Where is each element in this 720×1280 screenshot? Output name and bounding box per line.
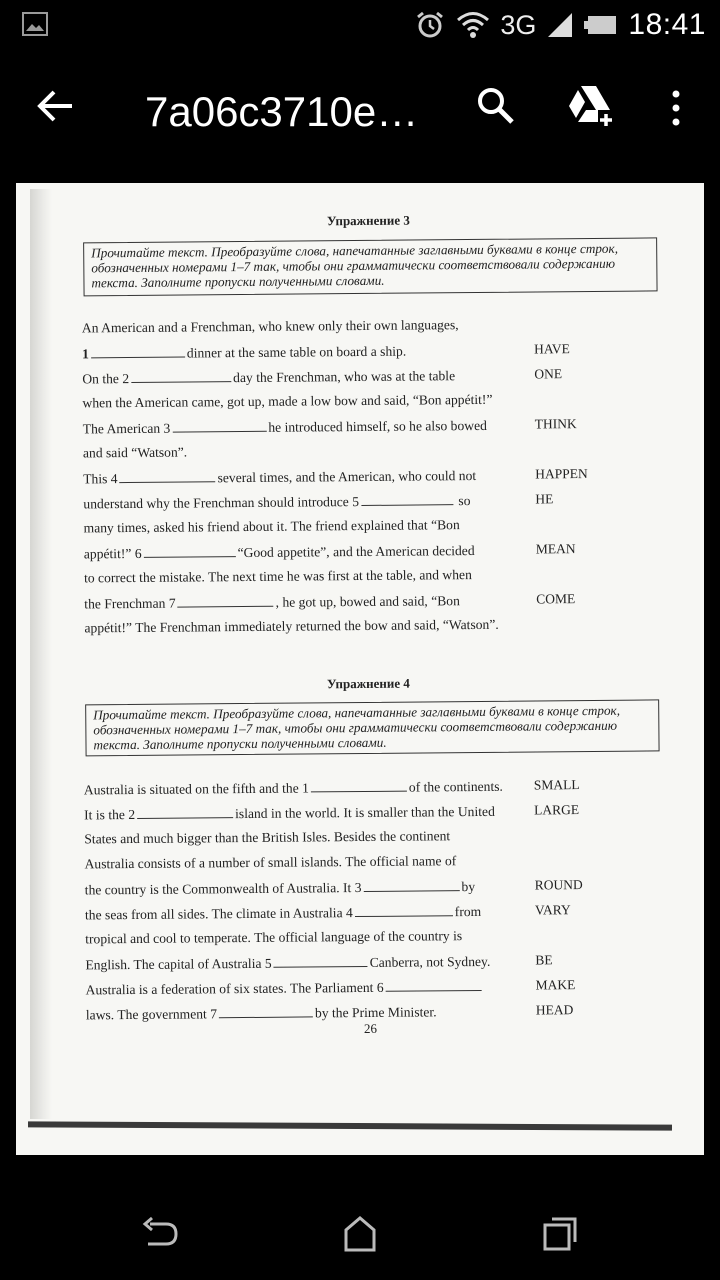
text-fragment: he introduced himself, so he also bowed — [268, 417, 487, 435]
answer-blank — [131, 369, 231, 383]
alarm-icon — [414, 9, 446, 41]
text-line: and said “Watson”. — [82, 444, 188, 461]
text-fragment: understand why the Frenchman should introduce 5 — [83, 494, 360, 512]
ex3-instruction-line: Прочитайте текст. Преобразуйте слова, напечатанные заглавными буквами в конце строк, — [91, 240, 619, 261]
ex4-title: Упражнение 4 — [326, 675, 410, 692]
text-line: appétit!” The Frenchman immediately returned the bow and said, “Watson”. — [84, 616, 499, 636]
text-line — [86, 1003, 437, 1023]
ex3-instruction-line: текста. Заполните пропуски полученными словами. — [91, 272, 385, 291]
text-fragment: The American 3 — [82, 420, 171, 437]
text-line: to correct the mistake. The next time he was first at the table, and when — [83, 567, 472, 586]
keyword: HAPPEN — [535, 466, 588, 482]
text-fragment: English. The capital of Australia 5 — [85, 955, 272, 973]
text-line — [82, 343, 406, 363]
keyword: VARY — [534, 902, 571, 918]
answer-blank — [172, 419, 266, 433]
text-fragment: Australia is a federation of six states. The Parliament 6 — [85, 979, 384, 998]
text-fragment: so — [458, 493, 471, 509]
text-line — [84, 803, 495, 824]
ex4-instruction-line: Прочитайте текст. Преобразуйте слова, напечатанные заглавными буквами в конце строк, — [93, 702, 621, 723]
document-image[interactable] — [16, 183, 704, 1155]
answer-blank — [219, 1004, 313, 1018]
answer-blank — [274, 954, 368, 968]
text-fragment: laws. The government 7 — [85, 1006, 218, 1023]
text-line — [85, 953, 490, 974]
page-number: 26 — [363, 1020, 378, 1036]
keyword: ROUND — [534, 877, 583, 893]
text-fragment: the Frenchman 7 — [84, 595, 176, 612]
keyword: THINK — [534, 416, 577, 432]
answer-blank — [91, 345, 185, 359]
battery-icon — [584, 14, 618, 36]
status-bar — [0, 0, 720, 50]
keyword: MAKE — [535, 977, 576, 993]
text-fragment: appétit!” 6 — [83, 545, 142, 562]
answer-blank — [355, 903, 453, 917]
ex3-instruction — [83, 237, 657, 296]
text-line — [85, 878, 475, 898]
text-fragment: from — [454, 903, 482, 920]
text-line — [83, 492, 470, 512]
text-line: tropical and cool to temperate. The official language of the country is — [85, 928, 463, 947]
answer-blank — [144, 544, 236, 558]
answer-blank — [363, 878, 459, 892]
file-title: 7a06c3710e… — [145, 88, 419, 135]
gallery-notification-icon — [22, 12, 48, 36]
answer-blank — [386, 978, 482, 992]
answer-blank — [361, 492, 453, 506]
text-line — [84, 778, 503, 799]
text-fragment: island in the world. It is smaller than the United — [235, 803, 495, 822]
more-options-icon[interactable] — [664, 86, 688, 130]
wifi-icon — [456, 11, 490, 39]
keyword: HAVE — [533, 341, 570, 357]
text-line: States and much bigger than the British Isles. Besides the continent — [84, 828, 451, 847]
text-fragment: day the Frenchman, who was at the table — [233, 368, 456, 386]
text-fragment: This 4 — [83, 471, 118, 487]
text-fragment: , he got up, bowed and said, “Bon — [275, 593, 460, 610]
keyword: MEAN — [535, 541, 576, 557]
navigation-bar — [0, 1170, 720, 1280]
keyword: BE — [535, 952, 553, 968]
text-fragment: several times, and the American, who could not — [217, 467, 477, 486]
text-line — [83, 467, 476, 487]
text-line — [84, 542, 475, 562]
keyword: COME — [536, 591, 576, 607]
text-fragment: the country is the Commonwealth of Australia. It 3 — [84, 879, 362, 898]
keyword: HE — [535, 491, 554, 507]
text-line — [82, 367, 455, 387]
signal-icon — [546, 11, 574, 39]
text-fragment: by — [461, 879, 476, 895]
text-line: An American and a Frenchman, who knew only their own languages, — [81, 317, 459, 336]
back-arrow-icon[interactable] — [36, 86, 76, 126]
text-fragment: It is the 2 — [84, 806, 136, 823]
text-line — [86, 978, 484, 998]
app-bar — [0, 50, 720, 162]
recent-apps-nav-icon[interactable] — [540, 1214, 580, 1254]
text-fragment: the seas from all sides. The climate in Australia 4 — [84, 905, 353, 923]
text-fragment: On the 2 — [82, 371, 130, 387]
text-line: many times, asked his friend about it. The friend explained that “Bon — [83, 517, 460, 536]
keyword: ONE — [534, 366, 563, 382]
ex4-instruction-line: текста. Заполните пропуски полученными словами. — [93, 734, 387, 753]
search-icon[interactable] — [474, 84, 518, 128]
text-fragment: by the Prime Minister. — [314, 1004, 437, 1021]
home-nav-icon[interactable] — [340, 1214, 380, 1254]
text-line — [83, 417, 487, 438]
answer-blank — [137, 805, 233, 819]
keyword: HEAD — [535, 1002, 574, 1018]
answer-blank — [311, 779, 407, 793]
text-line — [85, 903, 481, 923]
network-type: 3G — [500, 9, 537, 40]
gap-number: 1 — [82, 346, 89, 362]
answer-blank — [119, 469, 215, 483]
keyword: SMALL — [533, 777, 580, 793]
textbook-page — [16, 183, 704, 1155]
text-fragment: of the continents. — [408, 778, 503, 795]
ex4-instruction-line: обозначенных номерами 1–7 так, чтобы они грамматически соответствовали содержанию — [93, 717, 618, 738]
text-line: Australia consists of a number of small islands. The official name of — [84, 853, 457, 872]
add-to-drive-icon[interactable] — [566, 84, 616, 128]
ex3-title: Упражнение 3 — [326, 212, 410, 229]
text-line: when the American came, got up, made a low bow and said, “Bon appétit!” — [82, 391, 493, 411]
clock: 18:41 — [628, 8, 706, 41]
answer-blank — [178, 594, 274, 608]
back-nav-icon[interactable] — [140, 1214, 180, 1254]
keyword: LARGE — [534, 802, 580, 818]
text-fragment: Canberra, not Sydney. — [369, 953, 491, 970]
ex4-instruction — [85, 699, 659, 756]
ex3-instruction-line: обозначенных номерами 1–7 так, чтобы они грамматически соответствовали содержанию — [91, 255, 616, 276]
text-fragment: “Good appetite”, and the American decided — [237, 542, 475, 561]
text-fragment: dinner at the same table on board a ship. — [186, 343, 407, 361]
text-line — [84, 592, 460, 612]
text-fragment: Australia is situated on the fifth and the 1 — [83, 780, 309, 798]
